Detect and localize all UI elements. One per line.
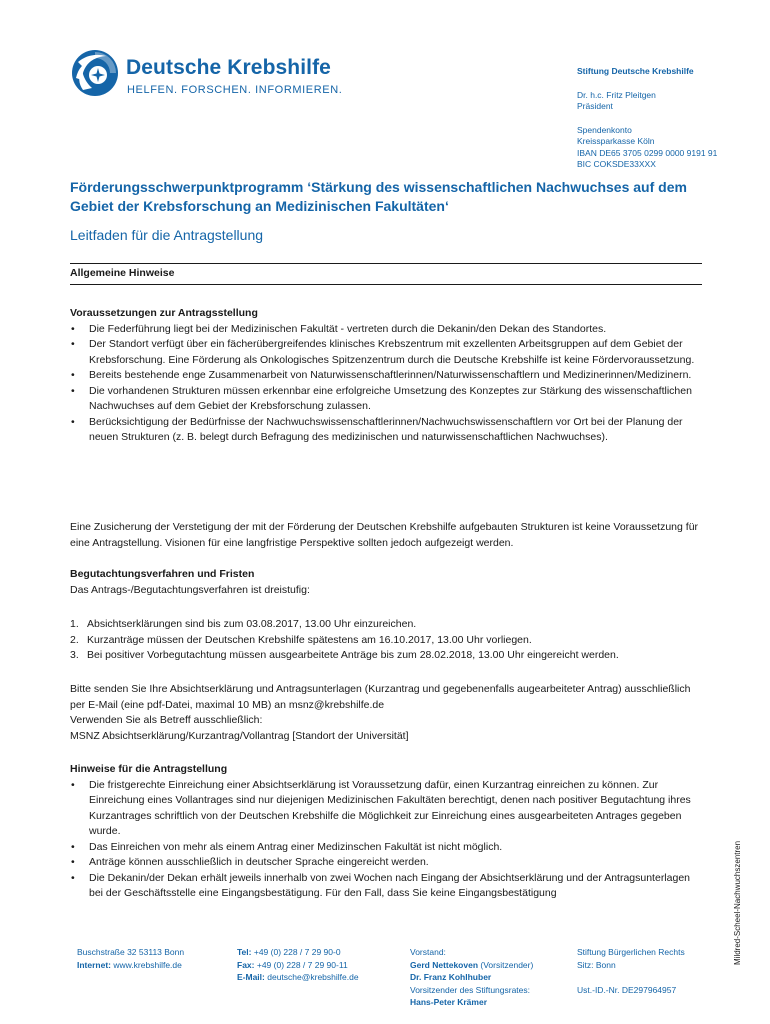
list-item: • Die fristgerechte Einreichung einer Absichtserklärung ist Voraussetzung dafür, einen Kurzantrag einreichen zu können. Zur Einreichung eines Vollantrages sind nur diejenigen Medizinischen Fakultäten berechtigt, denen nach positiver Begutachtung ihres Kurzantrages schriftlich von der Deutschen Krebshilfe die Möglichkeit zur Einreichung eines ausgearbeiteten Antrages gegeben wurde.	[70, 778, 702, 840]
submission-info	[70, 682, 702, 744]
steps-list	[70, 617, 702, 664]
tel-label: Tel:	[237, 947, 252, 957]
procedure-intro: Das Antrags-/Begutachtungsverfahren ist dreistufig:	[70, 583, 310, 596]
notes-section	[70, 762, 702, 902]
website-link[interactable]: www.krebshilfe.de	[113, 959, 182, 970]
president-title: Präsident	[577, 101, 613, 111]
step-text: Absichtserklärungen sind bis zum 03.08.2017, 13.00 Uhr einzureichen.	[87, 618, 417, 630]
side-label: Mildred-Scheel-Nachwuchszentren	[733, 840, 742, 965]
document-subtitle: Leitfaden für die Antragstellung	[70, 227, 264, 243]
list-item: • Anträge können ausschließlich in deutscher Sprache eingereicht werden.	[70, 855, 702, 871]
account-label: Spendenkonto	[577, 124, 632, 135]
procedure-section	[70, 567, 702, 598]
iban: IBAN DE65 3705 0299 0000 9191 91	[577, 147, 718, 158]
president-name: Dr. h.c. Fritz Pleitgen	[577, 89, 656, 100]
header-info	[577, 66, 757, 171]
footer-legal	[577, 946, 685, 996]
email-link[interactable]: deutsche@krebshilfe.de	[267, 972, 359, 982]
procedure-heading: Begutachtungsverfahren und Fristen	[70, 568, 255, 580]
step-number: 1.	[70, 618, 79, 630]
legal-seat: Sitz: Bonn	[577, 959, 616, 970]
notes-heading: Hinweise für die Antragstellung	[70, 763, 228, 775]
divider-top	[70, 263, 702, 264]
council-chair: Hans-Peter Krämer	[410, 997, 488, 1007]
step-number: 3.	[70, 649, 79, 661]
board-member-2: Dr. Franz Kohlhuber	[410, 972, 492, 982]
requirements-section	[70, 306, 702, 446]
footer-contact	[237, 946, 359, 984]
list-item: • Das Einreichen von mehr als einem Antrag einer Medizinschen Fakultät ist nicht möglich.	[70, 840, 702, 856]
board-label: Vorstand:	[410, 947, 446, 957]
section-heading: Allgemeine Hinweise	[70, 267, 175, 279]
step-text: Bei positiver Vorbegutachtung müssen ausgearbeitete Anträge bis zum 28.02.2018, 13.00 Uhr eingereicht werden.	[87, 649, 619, 661]
subject-instruction: Verwenden Sie als Betreff ausschließlich:	[70, 714, 263, 726]
subject-format: MSNZ Absichtserklärung/Kurzantrag/Vollantrag [Standort der Universität]	[70, 729, 409, 742]
krebshilfe-sun-logo-icon	[70, 48, 120, 98]
list-item: • Bereits bestehende enge Zusammenarbeit von Naturwissenschaftlerinnen/Naturwissenschaftlern und Medizinerinnen/Medizinern.	[70, 368, 702, 384]
step-number: 2.	[70, 633, 79, 646]
step-text: Kurzanträge müssen der Deutschen Krebshilfe spätestens am 16.10.2017, 13.00 Uhr vorliegen.	[87, 633, 532, 646]
fax-number: +49 (0) 228 / 7 29 90-11	[256, 959, 348, 970]
logo-slogan: HELFEN. FORSCHEN. INFORMIEREN.	[127, 84, 343, 96]
internet-label: Internet:	[77, 959, 111, 970]
list-item	[70, 633, 702, 649]
board-member-1-role: (Vorsitzender)	[480, 959, 534, 970]
procedure-steps	[70, 617, 702, 664]
divider-bottom	[70, 284, 702, 285]
list-item	[70, 617, 702, 633]
bank-name: Kreissparkasse Köln	[577, 136, 655, 146]
address: Buschstraße 32 53113 Bonn	[77, 947, 185, 957]
bic: BIC COKSDE33XXX	[577, 159, 656, 169]
footer-address	[77, 946, 184, 971]
list-item: • Der Standort verfügt über ein fächerübergreifendes klinisches Krebszentrum mit exzellenten Arbeitsgruppen auf dem Gebiet der Krebsforschung. Eine Förderung als Onkologisches Spitzenzentrum durch die Deutsche Krebshilfe ist keine Fördervoraussetzung.	[70, 337, 702, 368]
logo-name: Deutsche Krebshilfe	[126, 56, 331, 79]
list-item: • Die vorhandenen Strukturen müssen erkennbar eine erfolgreiche Umsetzung des Konzeptes zur Stärkung des wissenschaftlichen Nachwuchses auf dem Gebiet der Krebsforschung zulassen.	[70, 384, 702, 415]
footer-board	[410, 946, 533, 1009]
document-title: Förderungsschwerpunktprogramm ‘Stärkung des wissenschaftlichen Nachwuchses auf dem Gebiet der Krebsforschung an Medizinischen Fakultäten‘	[70, 179, 687, 214]
legal-form: Stiftung Bürgerlichen Rechts	[577, 947, 685, 957]
list-item: • Berücksichtigung der Bedürfnisse der Nachwuchswissenschaftlerinnen/Nachwuchswissenschaftlern vor Ort bei der Planung der neuen Strukturen (z. B. belegt durch Befragung des medizinischen und naturwissenschaftlichen Nachwuchses).	[70, 415, 702, 446]
list-item: • Die Dekanin/der Dekan erhält jeweils innerhalb von zwei Wochen nach Eingang der Absichtserklärung und der Antragsunterlagen bei der Geschäftsstelle eine Eingangsbestätigung. Für den Fall, dass Sie keine Eingangsbestätigung	[70, 871, 702, 902]
logo	[70, 48, 350, 98]
fax-label: Fax:	[237, 959, 255, 970]
requirements-list	[70, 322, 702, 446]
list-item: • Die Federführung liegt bei der Medizinischen Fakultät - vertreten durch die Dekanin/den Dekan des Standortes.	[70, 322, 702, 338]
requirements-note: Eine Zusicherung der Verstetigung der mit der Förderung der Deutschen Krebshilfe aufgebauten Strukturen ist keine Voraussetzung für eine Antragstellung. Visionen für eine langfristige Perspektive sollten jedoch aufgezeigt werden.	[70, 521, 699, 549]
phone-number: +49 (0) 228 / 7 29 90-0	[253, 947, 341, 957]
submission-text: Bitte senden Sie Ihre Absichtserklärung und Antragsunterlagen (Kurzantrag und gegebenenfalls augearbeiteter Antrag) ausschließlich per E-Mail (eine pdf-Datei, maximal 10 MB) an msnz@krebshilfe.de	[70, 683, 691, 711]
notes-list	[70, 778, 702, 902]
requirements-heading: Voraussetzungen zur Antragsstellung	[70, 307, 258, 319]
email-label: E-Mail:	[237, 972, 265, 982]
foundation-name: Stiftung Deutsche Krebshilfe	[577, 66, 694, 76]
list-item	[70, 648, 702, 664]
board-member-1: Gerd Nettekoven	[410, 959, 479, 970]
council-label: Vorsitzender des Stiftungsrates:	[410, 984, 531, 995]
vat-id: Ust.-ID.-Nr. DE297964957	[577, 984, 677, 995]
